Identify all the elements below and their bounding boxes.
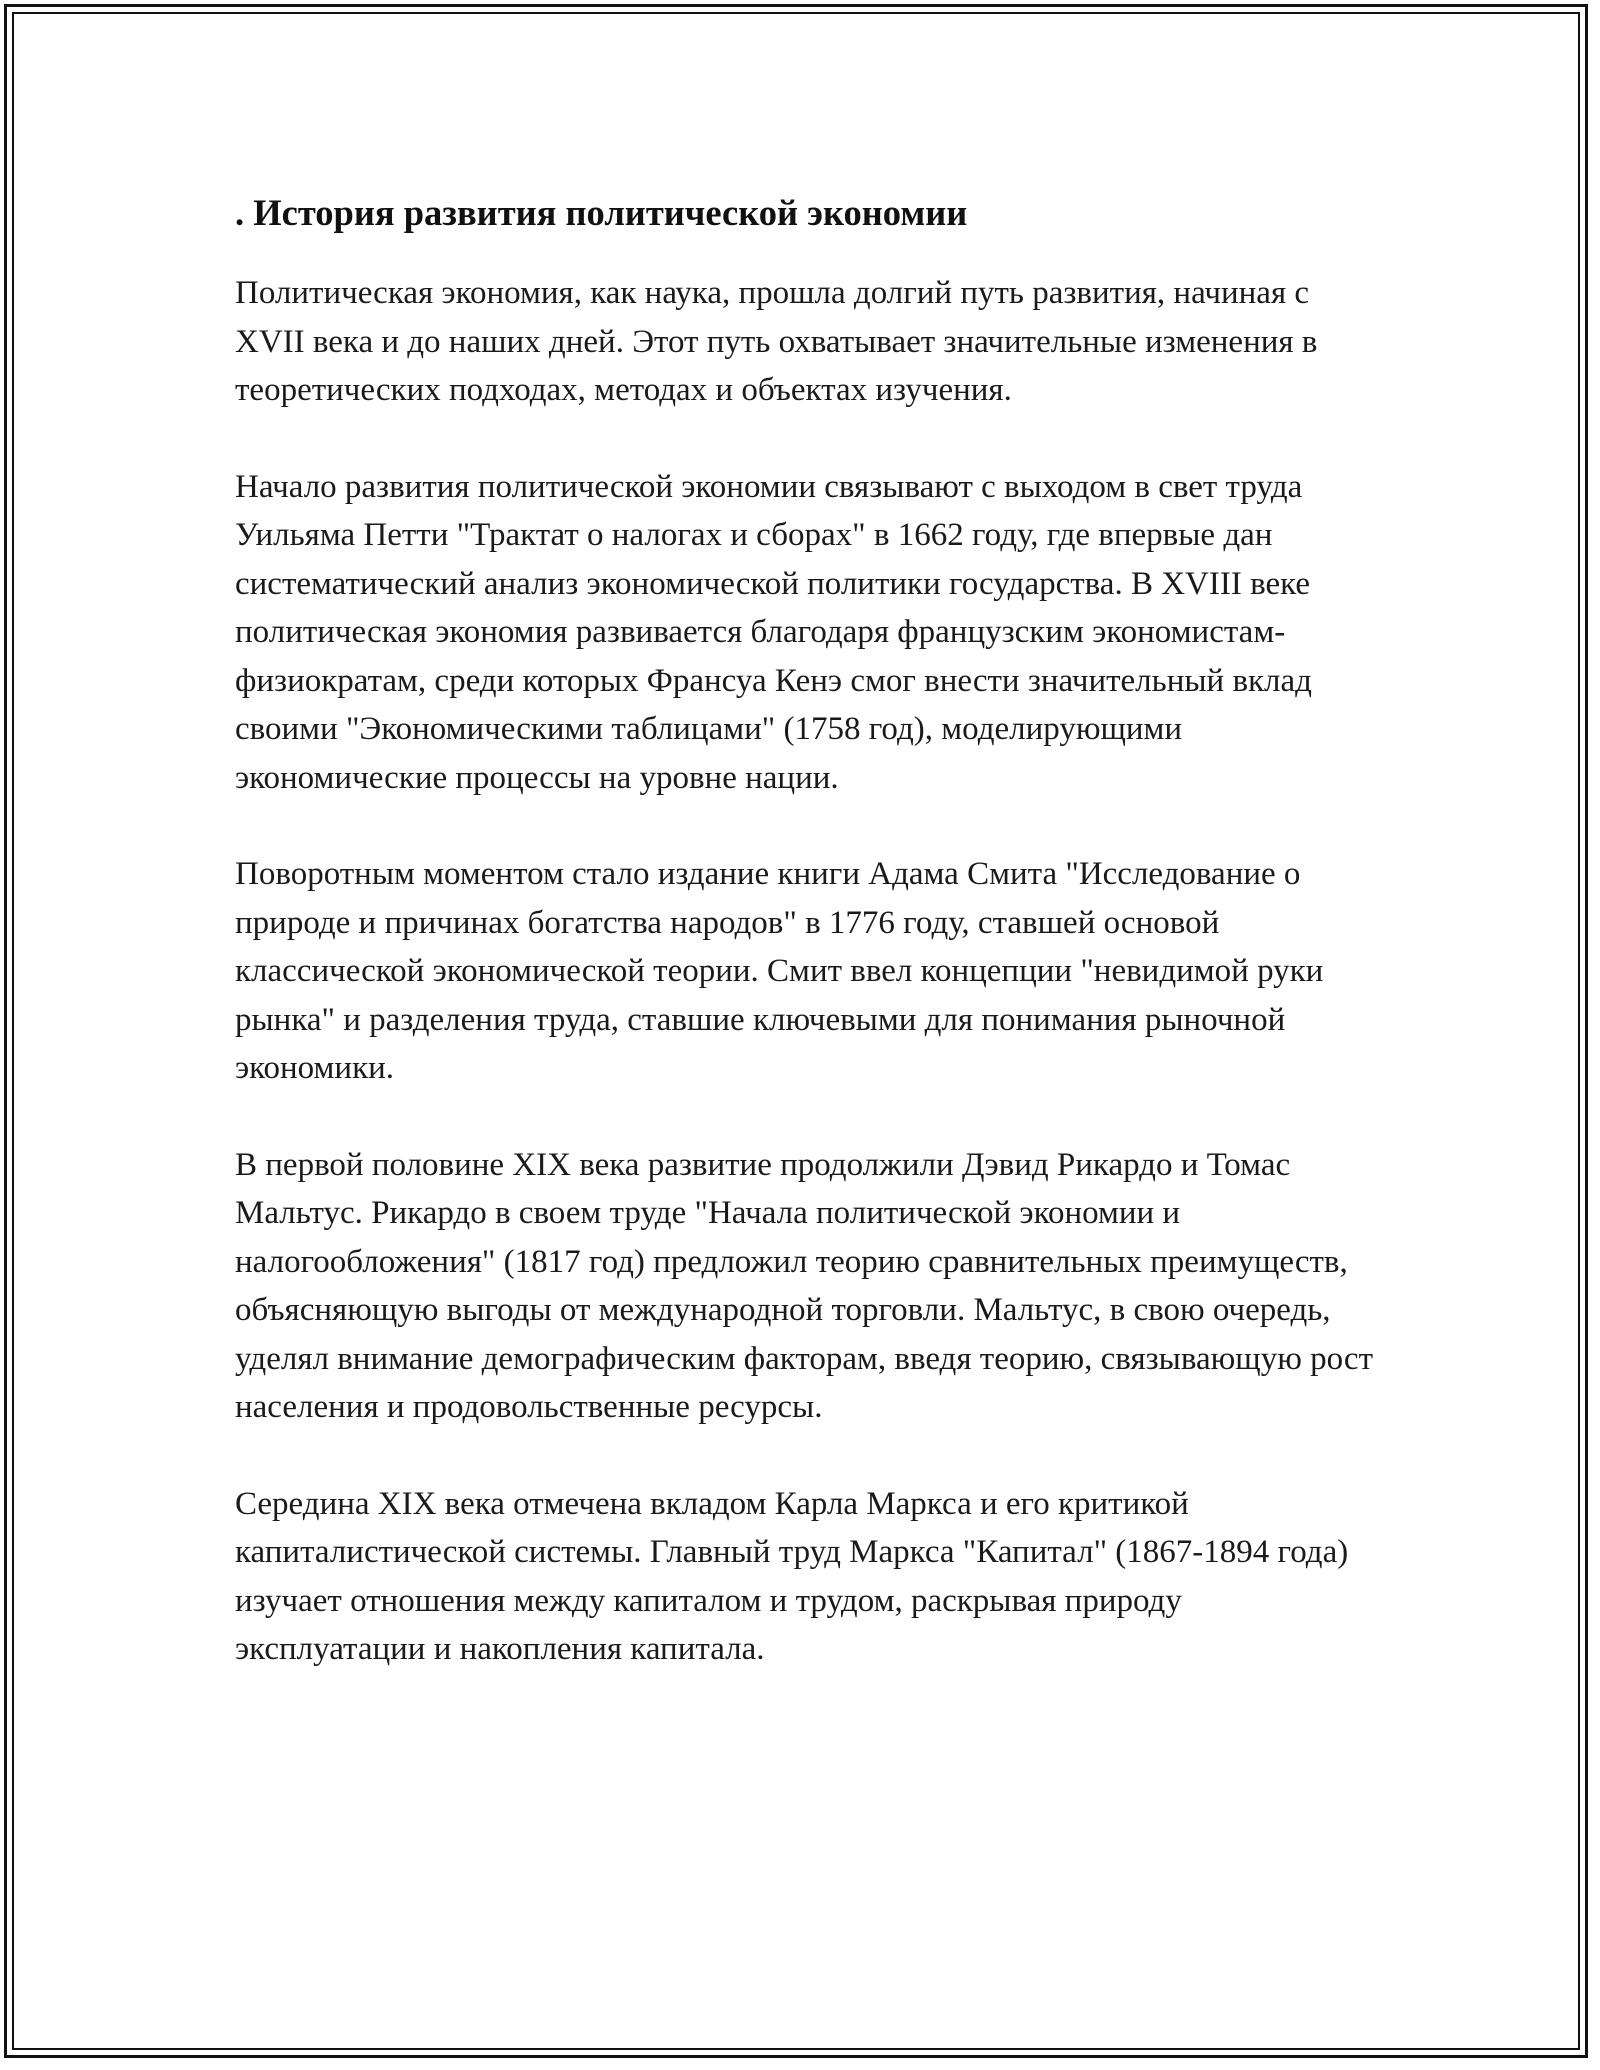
paragraph-petty-physiocrats: Начало развития политической экономии связывают с выходом в свет труда Уильяма Петти "Трактат о налогах и сборах" в 1662 году, где впервые дан систематический анализ экономической политики государства. В XVIII веке политическая экономия развивается благодаря французским экономистам-физиократам, среди которых Франсуа Кенэ смог внести значительный вклад своими "Экономическими таблицами" (1758 год), моделирующими экономические процессы на уровне нации. — [235, 468, 1312, 796]
paragraph-marx: Середина XIX века отмечена вкладом Карла Маркса и его критикой капиталистической системы. Главный труд Маркса "Капитал" (1867-1894 года) изучает отношения между капиталом и трудом, раскрывая природу эксплуатации и накопления капитала. — [235, 1485, 1349, 1667]
document-body — [235, 187, 1375, 1722]
paragraph-adam-smith: Поворотным моментом стало издание книги Адама Смита "Исследование о природе и причинах богатства народов" в 1776 году, ставшей основой классической экономической теории. Смит ввел концепции "невидимой руки рынка" и разделения труда, ставшие ключевыми для понимания рыночной экономики. — [235, 856, 1324, 1086]
paragraph-ricardo-malthus: В первой половине XIX века развитие продолжили Дэвид Рикардо и Томас Мальтус. Рикардо в своем труде "Начала политической экономии и налогообложения" (1817 год) предложил теорию сравнительных преимуществ, объясняющую выгоды от международной торговли. Мальтус, в свою очередь, уделял внимание демографическим факторам, введя теорию, связывающую рост населения и продовольственные ресурсы. — [235, 1146, 1373, 1425]
section-heading: . История развития политической экономии — [235, 192, 968, 233]
paragraph-intro: Политическая экономия, как наука, прошла долгий путь развития, начиная с XVII века и до наших дней. Этот путь охватывает значительные изменения в теоретических подходах, методах и объектах изучения. — [235, 275, 1318, 408]
